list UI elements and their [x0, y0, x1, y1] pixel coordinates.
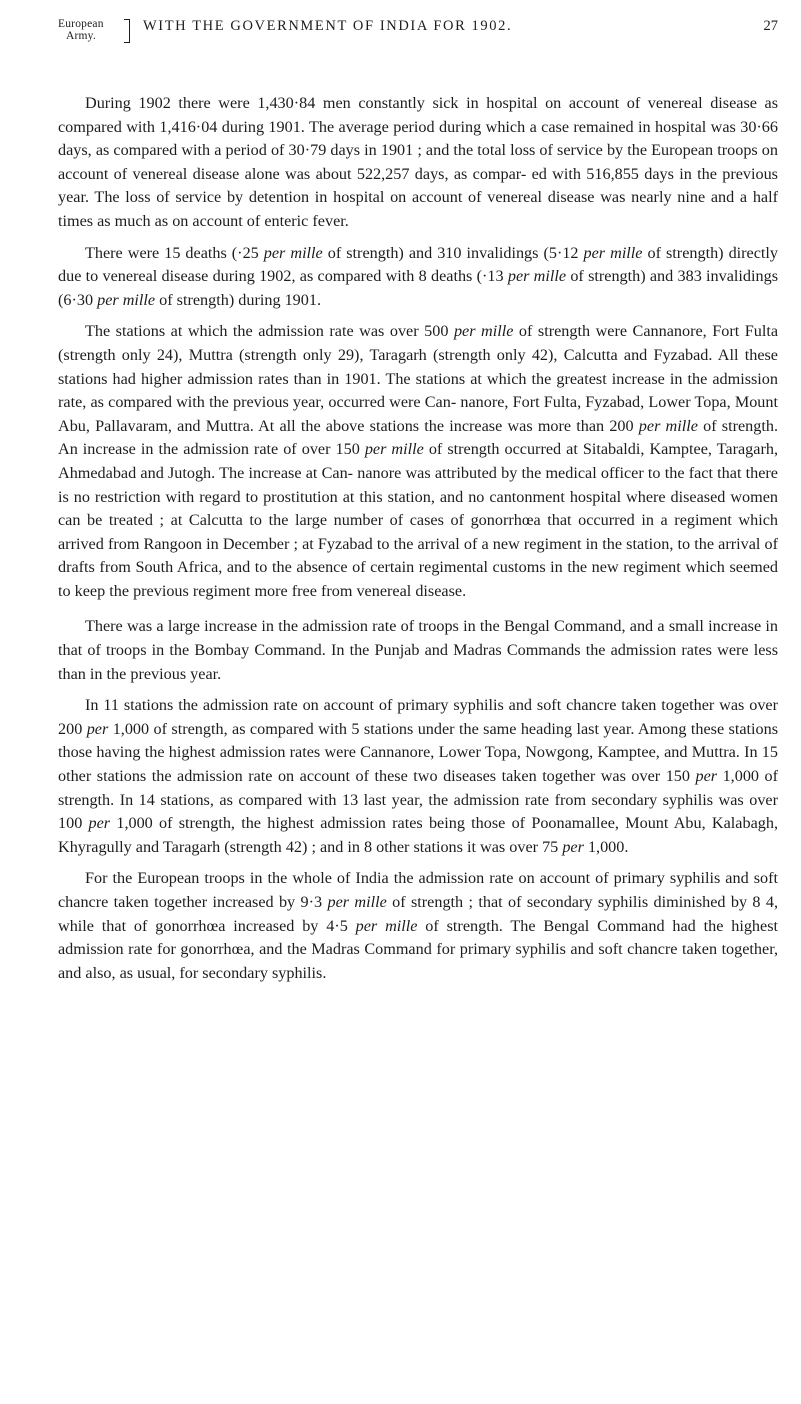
text-run: of strength) and 310 invalidings (5·12 — [322, 243, 584, 262]
italic-run: per mille — [364, 440, 424, 459]
italic-run: per mille — [355, 916, 418, 935]
margin-note-line-1: European — [58, 18, 104, 30]
text-run: of strength occurred at Sitabaldi, Kamptee, Taragarh, Ahmedabad and Jutogh. The increase at Can- nanore was attributed by the medical officer to the fact that there is no restriction with regard to prostitution at this station, and no cantonment hospital where diseased women can be treated ; at Calcutta to the large number of cases of gonorrhœa that occurred in a regiment which arrived from Rangoon in December ; at Fyzabad to the arrival of a new regiment in the station, to the arrival of drafts from South Africa, and to the absence of certain regimental customs in the new regiment which seemed to keep the previous regiment more free from venereal disease. — [58, 440, 778, 600]
text-run: There was a large increase in the admission rate of troops in the Bengal Command, and a small increase in that of troops in the Bombay Command. In the Punjab and Madras Commands the admission rates were less than in the previous year. — [58, 617, 778, 683]
text-run: of strength ; that of secondary syphilis diminished by 8 4, while that of gonorrhœa increased by 4·5 — [58, 893, 779, 935]
text-run: The stations at which the admission rate was over 500 — [85, 322, 454, 341]
italic-run: per — [562, 837, 584, 856]
document-page — [58, 0, 778, 993]
italic-run: per mille — [97, 290, 156, 309]
text-run: of strength were Cannanore, Fort Fulta (strength only 24), Muttra (strength only 29), Taragarh (strength only 42), Calcutta and Fyzabad. All these stations had higher admission rates than in 1901. The stations at which the greatest increase in the admission rate, as compared with the previous year, occurred were Can- nanore, Fort Fulta, Fyzabad, Lower Topa, Mount Abu, Pallavaram, and Muttra. At all the above stations the increase was more than 200 — [58, 322, 779, 435]
page-header — [58, 0, 778, 92]
text-run: 1,000 of strength, the highest admission rates being those of Poonamallee, Mount Abu, Kalabagh, Khyragully and Taragarh (strength 42) ; and in 8 other stations it was over 75 — [58, 814, 778, 856]
italic-run: per mille — [583, 243, 643, 262]
margin-note-line-2: Army. — [66, 30, 96, 42]
margin-note — [58, 18, 104, 42]
paragraph — [58, 615, 778, 686]
italic-run: per mille — [453, 322, 514, 341]
body-text — [58, 92, 778, 985]
text-run: There were 15 deaths (·25 — [85, 243, 264, 262]
italic-run: per — [88, 814, 111, 833]
text-run: of strength) during 1901. — [155, 290, 322, 309]
italic-run: per mille — [638, 416, 698, 435]
text-run: 1,000 of strength, as compared with 5 stations under the same heading last year. Among these stations those having the highest admission rates were Cannanore, Lower Topa, Nowgong, Kamptee, and Muttra. In 15 other stations the admission rate on account of these two diseases taken together was over 150 — [58, 719, 779, 786]
text-run: of strength. The Bengal Command had the highest admission rate for gonorrhœa, and the Madras Command for primary syphilis and soft chancre taken together, and also, as usual, for secondary syphilis. — [58, 916, 778, 982]
running-title: WITH THE GOVERNMENT OF INDIA FOR 1902. — [143, 18, 513, 34]
page-number: 27 — [763, 18, 778, 34]
paragraph — [58, 242, 778, 313]
text-run: 1,000. — [583, 837, 629, 856]
italic-run: per mille — [263, 243, 323, 262]
text-run: For the European troops in the whole of India the admission rate on account of primary syphilis and soft chancre taken together increased by 9·3 — [58, 869, 778, 911]
paragraph — [58, 694, 778, 859]
paragraph — [58, 867, 778, 985]
paragraph — [58, 92, 778, 234]
italic-run: per mille — [507, 267, 567, 286]
italic-run: per — [695, 767, 718, 786]
text-run: During 1902 there were 1,430·84 men constantly sick in hospital on account of venereal disease as compared with 1,416·04 during 1901. The average period during which a case remained in hospital was 30·66 days, as compared with a period of 30·79 days in 1901 ; and the total loss of service by the European troops on account of venereal disease alone was about 522,257 days, as compar- ed with 516,855 days in the previous year. The loss of service by detention in hospital on account of venereal disease was nearly nine and a half times as much as on account of enteric fever. — [58, 94, 778, 230]
text-run: In 11 stations the admission rate on account of primary syphilis and soft chancre taken together was over 200 — [58, 696, 778, 738]
italic-run: per mille — [327, 893, 387, 911]
italic-run: per — [86, 719, 109, 738]
text-run: of strength. An increase in the admission rate of over 150 — [58, 416, 778, 459]
margin-bracket — [124, 19, 130, 43]
text-run: of strength) and 383 invalidings (6·30 — [58, 267, 778, 309]
paragraph — [58, 320, 778, 603]
text-run: of strength) directly due to venereal disease during 1902, as compared with 8 deaths (·13 — [58, 243, 779, 286]
text-run: 1,000 of strength. In 14 stations, as compared with 13 last year, the admission rate from secondary syphilis was over 100 — [58, 767, 779, 833]
